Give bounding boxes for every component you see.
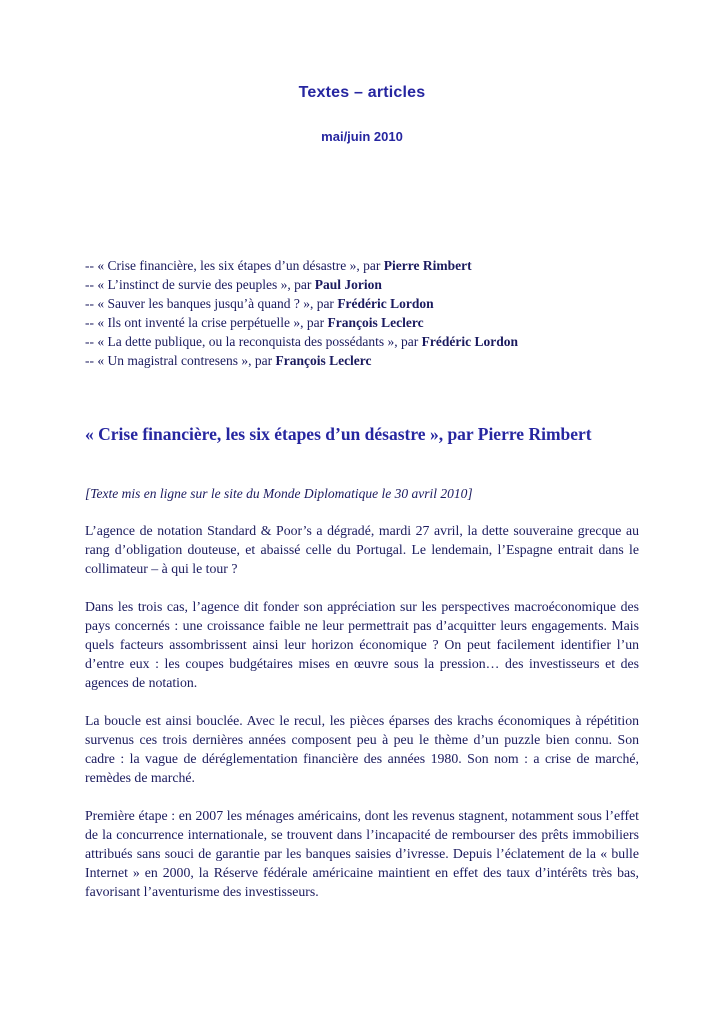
- document-title: Textes – articles: [298, 84, 426, 101]
- list-item-author: Pierre Rimbert: [383, 258, 472, 273]
- paragraph: La boucle est ainsi bouclée. Avec le recul, les pièces éparses des krachs économiques à répétition survenus ces trois dernières années composent peu à peu le thème d’un puzzle bien connu. Son cadre : la vague de déréglementation financière des années 1980. Son nom : a crise de marché, remèdes de marché.: [85, 713, 639, 785]
- list-item-text: -- « La dette publique, ou la reconquista des possédants », par: [85, 334, 422, 349]
- paragraph: Dans les trois cas, l’agence dit fonder son appréciation sur les perspectives macroéconomique des pays concernés : une croissance faible ne leur permettrait pas d’acquitter leurs engagements. Mais quels facteurs assombrissent ainsi leur horizon économique ? On peut facilement identifier l’un d’entre eux : les coupes budgétaires mises en œuvre sous la pression… des investisseurs et des agences de notation.: [85, 599, 639, 690]
- list-item-author: Frédéric Lordon: [337, 296, 434, 311]
- list-item-author: Paul Jorion: [314, 277, 382, 292]
- paragraph: Première étape : en 2007 les ménages américains, dont les revenus stagnent, notamment sous l’effet de la concurrence internationale, se trouvent dans l’incapacité de rembourser des prêts immobiliers attribués sans souci de garantie par les banques saisies d’ivresse. Depuis l’éclatement de la « bulle Internet » en 2000, la Réserve fédérale américaine maintient en effet des taux d’intérêts très bas, favorisant l’aventurisme des investisseurs.: [85, 808, 639, 899]
- list-item: [85, 332, 639, 351]
- list-item-text: -- « Ils ont inventé la crise perpétuelle », par: [85, 315, 328, 330]
- list-item-text: -- « Crise financière, les six étapes d’un désastre », par: [85, 258, 384, 273]
- list-item: [85, 313, 639, 332]
- list-item: [85, 294, 639, 313]
- list-item-text: -- « Sauver les banques jusqu’à quand ? », par: [85, 296, 338, 311]
- list-item: [85, 256, 639, 275]
- list-item-author: François Leclerc: [327, 315, 424, 330]
- source-note: [Texte mis en ligne sur le site du Monde Diplomatique le 30 avril 2010]: [85, 486, 473, 501]
- list-item: [85, 351, 639, 370]
- document-subtitle: mai/juin 2010: [321, 129, 403, 144]
- list-item-author: Frédéric Lordon: [421, 334, 519, 349]
- list-item-text: -- « Un magistral contresens », par: [85, 353, 276, 368]
- article-list: [85, 256, 639, 370]
- paragraph: L’agence de notation Standard & Poor’s a dégradé, mardi 27 avril, la dette souveraine grecque au rang d’obligation douteuse, et abaissé celle du Portugal. Le lendemain, l’Espagne entrait dans le collimateur – à qui le tour ?: [85, 523, 639, 576]
- article-body: [85, 521, 639, 901]
- list-item-text: -- « L’instinct de survie des peuples », par: [85, 277, 315, 292]
- article-heading: « Crise financière, les six étapes d’un désastre », par Pierre Rimbert: [85, 424, 592, 444]
- list-item: [85, 275, 639, 294]
- list-item-author: François Leclerc: [275, 353, 372, 368]
